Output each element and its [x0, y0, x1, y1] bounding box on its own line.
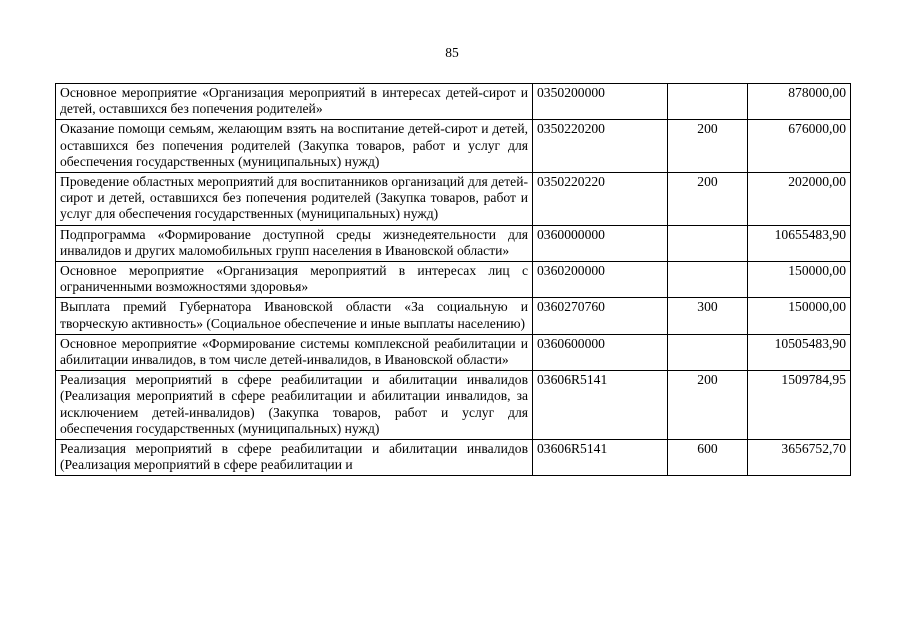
row-code-cell: 0350200000	[533, 84, 668, 120]
row-sum-cell: 150000,00	[748, 298, 851, 334]
table-row	[56, 298, 851, 334]
row-type-cell: 300	[668, 298, 748, 334]
page-number: 85	[445, 45, 459, 60]
row-sum-cell: 878000,00	[748, 84, 851, 120]
row-code-cell: 0350220220	[533, 173, 668, 226]
row-type-cell	[668, 84, 748, 120]
row-sum-cell: 10505483,90	[748, 334, 851, 370]
row-type-cell	[668, 262, 748, 298]
table-row	[56, 371, 851, 440]
row-sum-cell: 202000,00	[748, 173, 851, 226]
row-type-cell: 200	[668, 173, 748, 226]
table-row	[56, 120, 851, 173]
table-row	[56, 173, 851, 226]
row-name-cell: Выплата премий Губернатора Ивановской области «За социальную и творческую активность» (Социальное обеспечение и иные выплаты населению)	[56, 298, 533, 334]
row-code-cell: 0360600000	[533, 334, 668, 370]
row-sum-cell: 3656752,70	[748, 440, 851, 476]
table-row	[56, 262, 851, 298]
table-row	[56, 440, 851, 476]
table-row	[56, 334, 851, 370]
row-sum-cell: 10655483,90	[748, 225, 851, 261]
row-type-cell: 200	[668, 371, 748, 440]
row-name-cell: Проведение областных мероприятий для воспитанников организаций для детей-сирот и детей, оставшихся без попечения родителей (Закупка товаров, работ и услуг для обеспечения государственных (муниципальных) нужд)	[56, 173, 533, 226]
row-type-cell	[668, 225, 748, 261]
row-code-cell: 03606R5141	[533, 440, 668, 476]
row-type-cell: 200	[668, 120, 748, 173]
row-name-cell: Основное мероприятие «Формирование системы комплексной реабилитации и абилитации инвалидов, в том числе детей-инвалидов, в Ивановской области»	[56, 334, 533, 370]
budget-table	[55, 83, 851, 476]
row-type-cell	[668, 334, 748, 370]
row-name-cell: Оказание помощи семьям, желающим взять на воспитание детей-сирот и детей, оставшихся без попечения родителей (Закупка товаров, работ и услуг для обеспечения государственных (муниципальных) нужд)	[56, 120, 533, 173]
row-name-cell: Основное мероприятие «Организация мероприятий в интересах лиц с ограниченными возможностями здоровья»	[56, 262, 533, 298]
row-code-cell: 0350220200	[533, 120, 668, 173]
row-type-cell: 600	[668, 440, 748, 476]
row-code-cell: 03606R5141	[533, 371, 668, 440]
row-code-cell: 0360200000	[533, 262, 668, 298]
row-sum-cell: 676000,00	[748, 120, 851, 173]
row-code-cell: 0360270760	[533, 298, 668, 334]
row-sum-cell: 150000,00	[748, 262, 851, 298]
table-row	[56, 225, 851, 261]
row-name-cell: Основное мероприятие «Организация мероприятий в интересах детей-сирот и детей, оставшихся без попечения родителей»	[56, 84, 533, 120]
table-row	[56, 84, 851, 120]
row-sum-cell: 1509784,95	[748, 371, 851, 440]
row-code-cell: 0360000000	[533, 225, 668, 261]
row-name-cell: Реализация мероприятий в сфере реабилитации и абилитации инвалидов (Реализация мероприятий в сфере реабилитации и	[56, 440, 533, 476]
row-name-cell: Подпрограмма «Формирование доступной среды жизнедеятельности для инвалидов и других маломобильных групп населения в Ивановской области»	[56, 225, 533, 261]
row-name-cell: Реализация мероприятий в сфере реабилитации и абилитации инвалидов (Реализация мероприятий в сфере реабилитации и абилитации инвалидов, за исключением детей-инвалидов) (Закупка товаров, работ и услуг для обеспечения государственных (муниципальных) нужд)	[56, 371, 533, 440]
